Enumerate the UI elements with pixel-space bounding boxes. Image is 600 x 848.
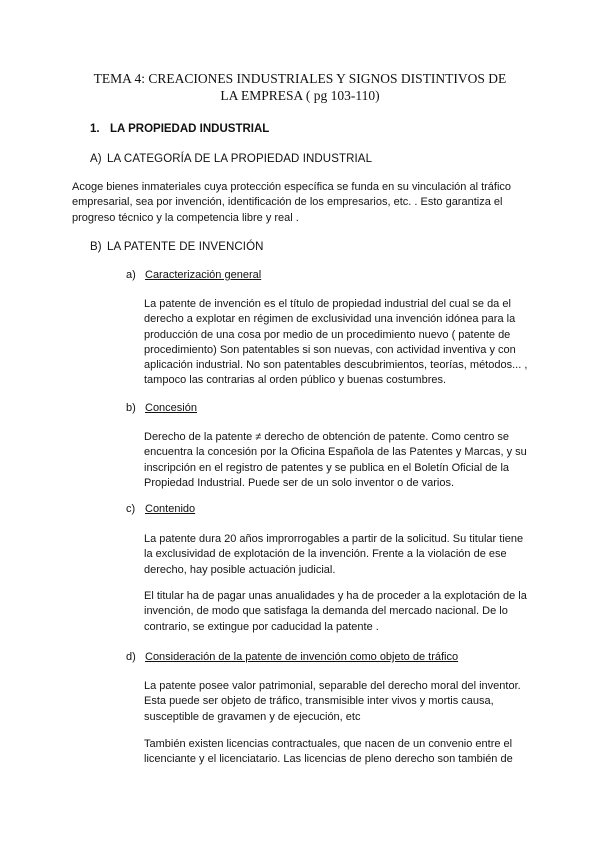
subsection-c-heading: [126, 503, 195, 515]
section-1-title: LA PROPIEDAD INDUSTRIAL: [110, 123, 270, 135]
subsection-c-label: c): [126, 503, 136, 515]
subsection-d-heading: [126, 651, 458, 663]
section-a-paragraph: Acoge bienes inmateriales cuya protección específica se funda en su vinculación al tráfico empresarial, sea por invención, identificación de los empresarios, etc. . Esto garantiza el progreso técnico y la competencia libre y real .: [72, 181, 512, 224]
subsection-b-heading: [126, 402, 197, 414]
subsection-d-label: d): [126, 651, 136, 663]
subsection-c-paragraph-1: La patente dura 20 años improrrogables a partir de la solicitud. Su titular tiene la exclusividad de explotación de la invención. Frente a la violación de ese derecho, hay posible actuación judicial.: [144, 533, 524, 576]
subsection-b-title: Concesión: [145, 402, 197, 414]
subsection-b-paragraph: Derecho de la patente ≠ derecho de obtención de patente. Como centro se encuentra la concesión por la Oficina Española de las Patentes y Marcas, y su inscripción en el registro de patentes y se publica en el Boletín Oficial de la Propiedad Industrial. Puede ser de un solo inventor o de varios.: [144, 431, 527, 489]
subsection-c-title: Contenido: [145, 503, 196, 515]
section-a-title: LA CATEGORÍA DE LA PROPIEDAD INDUSTRIAL: [107, 153, 373, 165]
section-a-heading: [90, 153, 372, 165]
title-line-2: LA EMPRESA ( pg 103-110): [220, 88, 380, 103]
subsection-c-paragraph-2: El titular ha de pagar unas anualidades y ha de proceder a la explotación de la invención, de modo que satisfaga la demanda del mercado nacional. De lo contrario, se extingue por caducidad la patente .: [144, 590, 527, 633]
section-b-label: B): [90, 241, 102, 253]
subsection-a-heading: [126, 269, 261, 281]
subsection-a-paragraph: La patente de invención es el título de propiedad industrial del cual se da el derecho a explotar en régimen de exclusividad una invención idónea para la producción de una cosa por medio de un procedimiento nuevo ( patente de procedimiento) Son patentables si son nuevas, con actividad inventiva y con aplicación industrial. No son patentables descubrimientos, teorías, métodos... , tampoco las contrarias al orden público y buenas costumbres.: [144, 298, 528, 387]
subsection-d-title: Consideración de la patente de invención como objeto de tráfico: [145, 651, 459, 663]
page-title: [70, 70, 530, 104]
section-1-heading: [90, 123, 269, 135]
subsection-d-paragraph-1: La patente posee valor patrimonial, separable del derecho moral del inventor. Esta puede ser objeto de tráfico, transmisible inter vivos y mortis causa, susceptible de gravamen y de ejecución, etc: [144, 680, 521, 723]
section-b-heading: [90, 241, 264, 253]
subsection-a-label: a): [126, 269, 136, 281]
section-b-title: LA PATENTE DE INVENCIÓN: [107, 241, 264, 253]
subsection-d-paragraph-2: También existen licencias contractuales, que nacen de un convenio entre el licenciante y el licenciatario. Las licencias de pleno derecho son también de: [144, 738, 513, 766]
title-line-1: TEMA 4: CREACIONES INDUSTRIALES Y SIGNOS DISTINTIVOS DE: [93, 71, 507, 86]
subsection-a-title: Caracterización general: [145, 269, 262, 281]
subsection-b-label: b): [126, 402, 136, 414]
section-a-label: A): [90, 153, 102, 165]
section-1-number: 1.: [90, 123, 100, 135]
